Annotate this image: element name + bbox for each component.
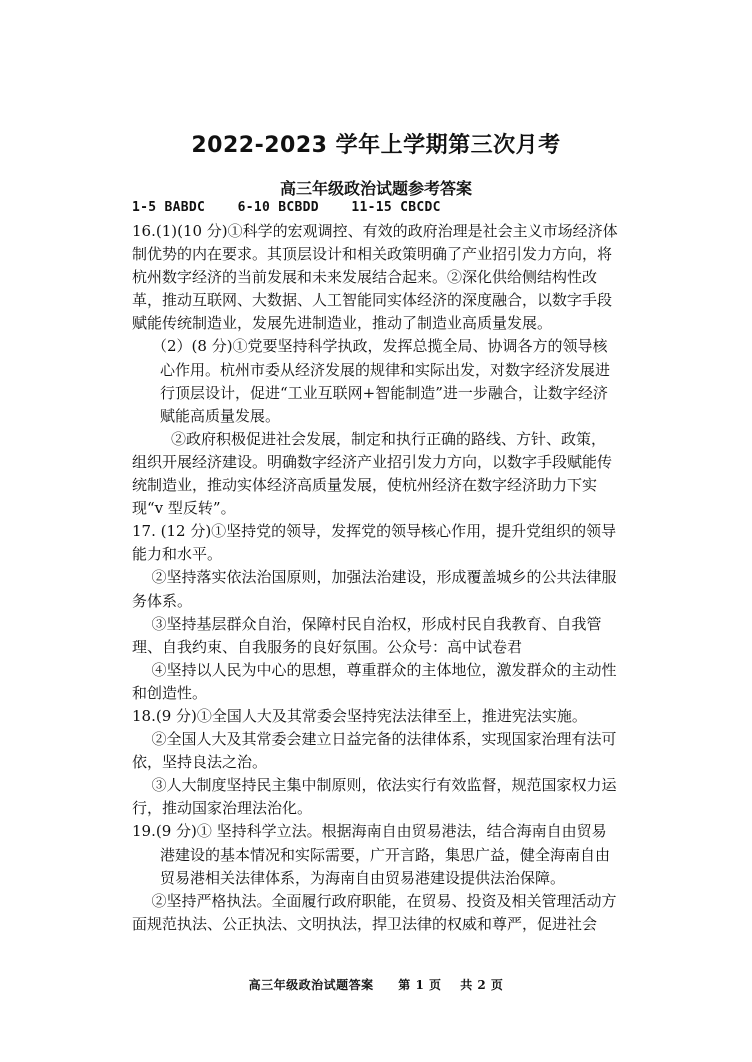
answer-17-point3: ③坚持基层群众自治，保障村民自治权，形成村民自我教育、自我管理、自我约束、自我服务的良好氛围。公众号：高中试卷君 (132, 614, 602, 656)
answer-16-1: 16.(1)(10 分)①科学的宏观调控、有效的政府治理是社会主义市场经济体制优势的内在要求。其顶层设计和相关政策明确了产业招引发力方向，将杭州数字经济的当前发展和未来发展结合起来。②深化供给侧结构性改革，推动互联网、大数据、人工智能同实体经济的深度融合，以数字手段赋能传统制造业，发展先进制造业，推动了制造业高质量发展。 (132, 222, 618, 333)
footer-page-info: 第 1 页 共 2 页 (398, 978, 504, 992)
answer-17-point4: ④坚持以人民为中心的思想，尊重群众的主体地位，激发群众的主动性和创造性。 (132, 660, 617, 702)
answer-19: 19.(9 分)① 坚持科学立法。根据海南自由贸易港法，结合海南自由贸易港建设的基本情况和实际需要，广开言路，集思广益，健全海南自由贸易港相关法律体系，为海南自由贸易港建设提供法治保障。 (132, 822, 611, 887)
page-title: 2022-2023 学年上学期第三次月考 (191, 133, 561, 158)
answer-18-point2: ②全国人大及其常委会建立日益完备的法律体系，实现国家治理有法可依，坚持良法之治。 (132, 730, 617, 772)
answer-content (132, 220, 620, 936)
answer-16-2: （2）(8 分)①党要坚持科学执政，发挥总揽全局、协调各方的领导核心作用。杭州市委从经济发展的规律和实际出发，对数字经济发展进行顶层设计，促进“工业互联网+智能制造”进一步融合，让数字经济赋能高质量发展。 (152, 337, 611, 425)
page-subtitle: 高三年级政治试题参考答案 (279, 179, 472, 198)
answer-18-point3: ③人大制度坚持民主集中制原则，依法实行有效监督，规范国家权力运行，推动国家治理法治化。 (132, 776, 617, 818)
answer-17: 17. (12 分)①坚持党的领导，发挥党的领导核心作用，提升党组织的领导能力和水平。 (132, 522, 617, 564)
answer-19-point2: ②坚持严格执法。全面履行政府职能，在贸易、投资及相关管理活动方面规范执法、公正执法、文明执法，捍卫法律的权威和尊严，促进社会 (132, 891, 617, 933)
answer-17-point2: ②坚持落实依法治国原则，加强法治建设，形成覆盖城乡的公共法律服务体系。 (132, 568, 617, 610)
page-footer (0, 976, 752, 993)
choice-answers: 1-5 BABDC 6-10 BCBDD 11-15 CBCDC (132, 200, 441, 215)
answer-18: 18.(9 分)①全国人大及其常委会坚持宪法法律至上，推进宪法实施。 (132, 706, 587, 725)
footer-doc-name: 高三年级政治试题答案 (248, 978, 374, 992)
answer-16-2-point2: ②政府积极促进社会发展，制定和执行正确的路线、方针、政策，组织开展经济建设。明确数字经济产业招引发力方向，以数字手段赋能传统制造业，推动实体经济高质量发展，使杭州经济在数字经济助力下实现“v 型反转”。 (132, 429, 613, 518)
